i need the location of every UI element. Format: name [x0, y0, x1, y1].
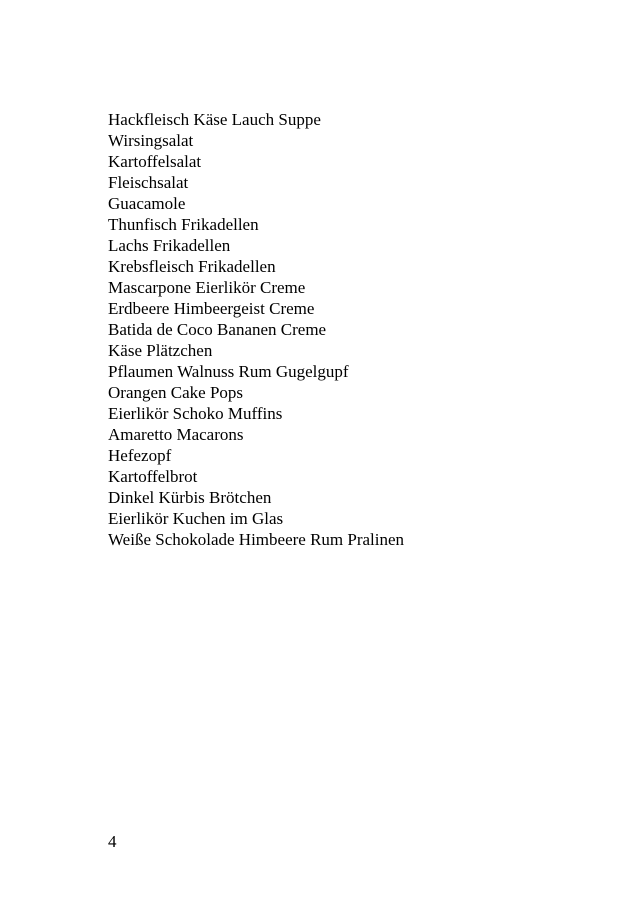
list-item: Eierlikör Schoko Muffins: [108, 404, 283, 423]
list-item: Kartoffelbrot: [108, 467, 198, 486]
page-number: 4: [108, 832, 117, 851]
list-item: Pflaumen Walnuss Rum Gugelgupf: [108, 362, 349, 381]
list-item: Krebsfleisch Frikadellen: [108, 257, 276, 276]
list-item: Käse Plätzchen: [108, 341, 213, 360]
list-item: Mascarpone Eierlikör Creme: [108, 278, 306, 297]
list-item: Dinkel Kürbis Brötchen: [108, 488, 272, 507]
list-item: Thunfisch Frikadellen: [108, 215, 259, 234]
list-item: Eierlikör Kuchen im Glas: [108, 509, 284, 528]
list-item: Lachs Frikadellen: [108, 236, 231, 255]
list-item: Fleischsalat: [108, 173, 189, 192]
list-item: Hackfleisch Käse Lauch Suppe: [108, 110, 321, 129]
list-item: Amaretto Macarons: [108, 425, 244, 444]
list-item: Guacamole: [108, 194, 186, 213]
list-item: Orangen Cake Pops: [108, 383, 244, 402]
list-item: Weiße Schokolade Himbeere Rum Pralinen: [108, 530, 405, 549]
list-item: Hefezopf: [108, 446, 172, 465]
list-item: Wirsingsalat: [108, 131, 194, 150]
food-list: [108, 109, 568, 550]
list-item: Erdbeere Himbeergeist Creme: [108, 299, 315, 318]
list-item: Kartoffelsalat: [108, 152, 202, 171]
list-item: Batida de Coco Bananen Creme: [108, 320, 327, 339]
